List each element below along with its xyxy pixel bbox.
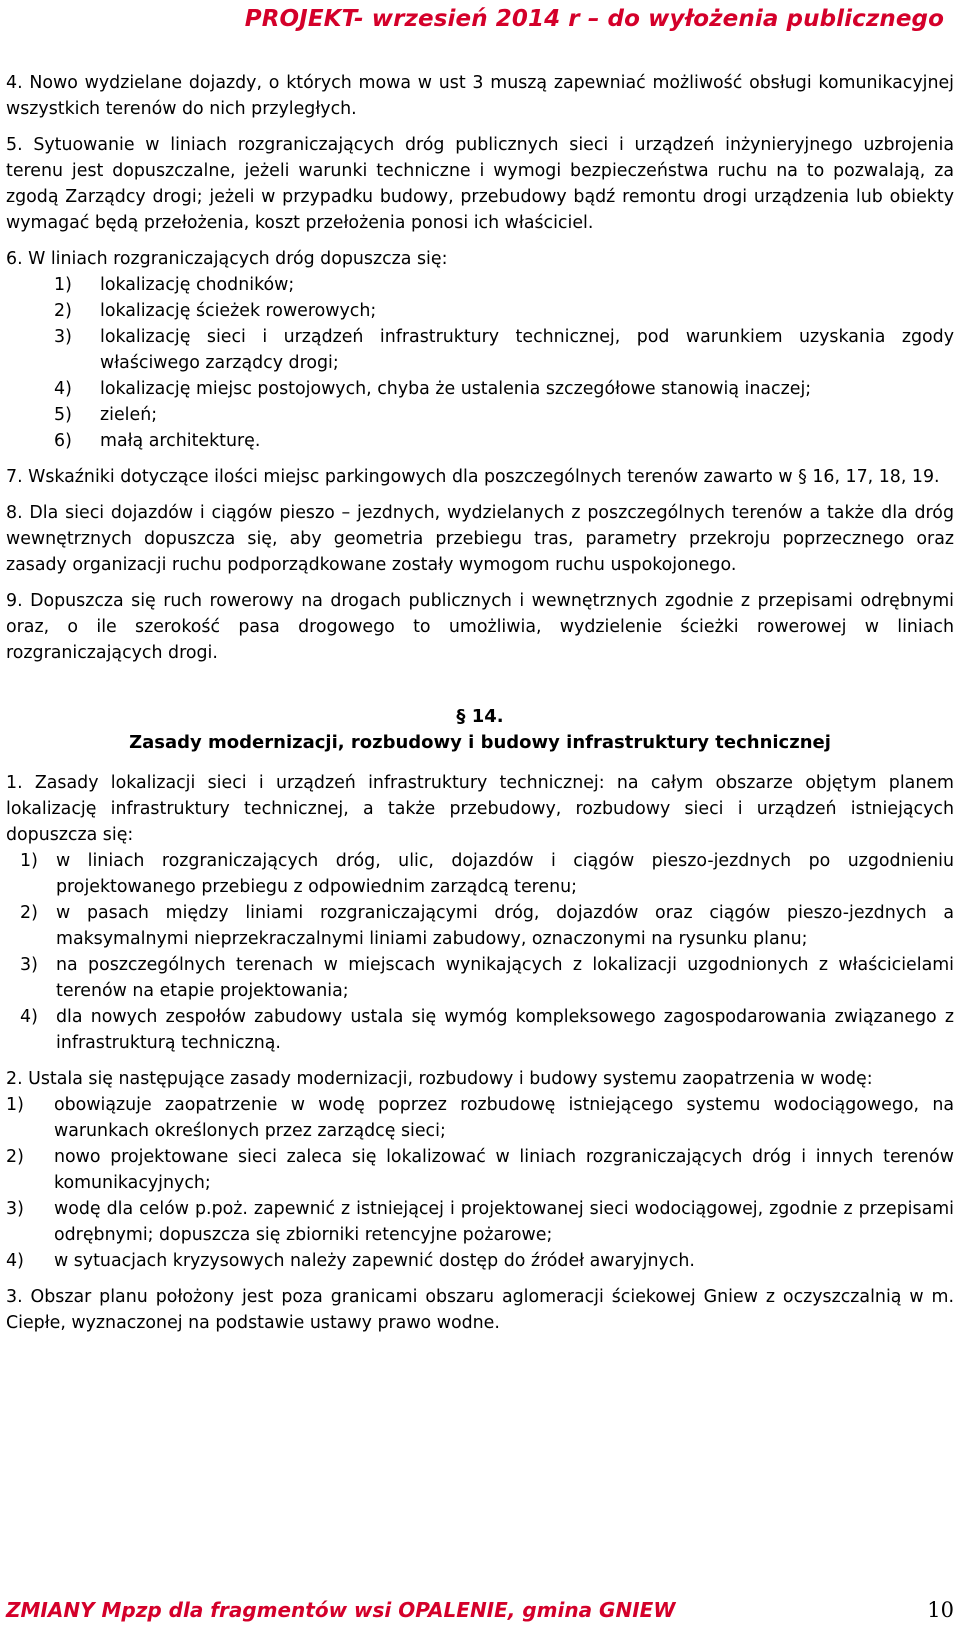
list-item-text: obowiązuje zaopatrzenie w wodę poprzez rozbudowę istniejącego systemu wodociągowego, na warunkach określonych przez zarządcę sieci; [54, 1095, 954, 1141]
list-item [6, 272, 954, 298]
list-item-number: 5) [54, 405, 72, 425]
list-item-text: na poszczególnych terenach w miejscach wynikających z lokalizacji uzgodnionych z właścicielami terenów na etapie projektowania; [56, 955, 954, 1001]
list-item [6, 952, 954, 1004]
list-item-text: lokalizację chodników; [100, 275, 295, 295]
page-footer [6, 1597, 954, 1623]
section-paragraph-2-intro: 2. Ustala się następujące zasady modernizacji, rozbudowy i budowy systemu zaopatrzenia w wodę: [6, 1069, 873, 1089]
page-header: PROJEKT- wrzesień 2014 r – do wyłożenia publicznego [244, 6, 944, 32]
list-item [6, 1196, 954, 1248]
list-item-text: w sytuacjach kryzysowych należy zapewnić dostęp do źródeł awaryjnych. [54, 1251, 695, 1271]
list-item-number: 4) [6, 1251, 24, 1271]
list-item [6, 298, 954, 324]
paragraph-8: 8. Dla sieci dojazdów i ciągów pieszo – jezdnych, wydzielanych z poszczególnych terenów a także dla dróg wewnętrznych dopuszcza się, aby geometria przebiegu tras, parametry przekroju poprzecznego oraz zasady organizacji ruchu podporządkowane zostały wymogom ruchu uspokojonego. [6, 503, 954, 575]
list-item [6, 900, 954, 952]
list-item [6, 324, 954, 376]
list-item-number: 3) [20, 955, 38, 975]
list-item-number: 4) [54, 379, 72, 399]
list-item [6, 402, 954, 428]
list-item-text: lokalizację sieci i urządzeń infrastruktury technicznej, pod warunkiem uzyskania zgody właściwego zarządcy drogi; [100, 327, 954, 373]
list-item-text: lokalizację ścieżek rowerowych; [100, 301, 377, 321]
paragraph-6 [6, 246, 954, 454]
list-item-text: nowo projektowane sieci zaleca się lokalizować w liniach rozgraniczających dróg i innych terenów komunikacyjnych; [54, 1147, 954, 1193]
section-paragraph-1-intro: 1. Zasady lokalizacji sieci i urządzeń infrastruktury technicznej: na całym obszarze objętym planem lokalizację infrastruktury technicznej, a także przebudowy, rozbudowy sieci i urządzeń istniejących dopuszcza się: [6, 773, 954, 845]
list-item-number: 2) [54, 301, 72, 321]
section-spacer [6, 676, 954, 704]
list-item-number: 3) [6, 1199, 24, 1219]
section-paragraph-1 [6, 770, 954, 1056]
page-content [6, 70, 954, 1346]
list-item-number: 1) [20, 851, 38, 871]
section-title: Zasady modernizacji, rozbudowy i budowy infrastruktury technicznej [129, 732, 831, 753]
list-item-text: zieleń; [100, 405, 158, 425]
list-item [6, 1248, 954, 1274]
list-item-number: 1) [54, 275, 72, 295]
paragraph-9: 9. Dopuszcza się ruch rowerowy na drogach publicznych i wewnętrznych zgodnie z przepisami odrębnymi oraz, o ile szerokość pasa drogowego to umożliwia, wydzielenie ścieżki rowerowej w liniach rozgraniczających drogi. [6, 591, 954, 663]
list-item [6, 1092, 954, 1144]
list-item-text: dla nowych zespołów zabudowy ustala się wymóg kompleksowego zagospodarowania związanego z infrastrukturą techniczną. [56, 1007, 954, 1053]
list-item [6, 1004, 954, 1056]
list-item-text: wodę dla celów p.poż. zapewnić z istniejącej i projektowanej sieci wodociągowej, zgodnie z przepisami odrębnymi; dopuszcza się zbiorniki retencyjne pożarowe; [54, 1199, 954, 1245]
footer-title: ZMIANY Mpzp dla fragmentów wsi OPALENIE, gmina GNIEW [6, 1598, 676, 1622]
list-item-text: małą architekturę. [100, 431, 261, 451]
list-item-number: 6) [54, 431, 72, 451]
paragraph-5: 5. Sytuowanie w liniach rozgraniczających dróg publicznych sieci i urządzeń inżynieryjnego uzbrojenia terenu jest dopuszczalne, jeżeli warunki techniczne i wymogi bezpieczeństwa ruchu na to pozwalają, za zgodą Zarządcy drogi; jeżeli w przypadku budowy, przebudowy bądź remontu drogi urządzenia lub obiekty wymagać będą przełożenia, koszt przełożenia ponosi ich właściciel. [6, 135, 954, 233]
paragraph-4: 4. Nowo wydzielane dojazdy, o których mowa w ust 3 muszą zapewniać możliwość obsługi komunikacyjnej wszystkich terenów do nich przyległych. [6, 73, 954, 119]
list-item-text: w pasach między liniami rozgraniczającymi dróg, dojazdów oraz ciągów pieszo-jezdnych a maksymalnymi nieprzekraczalnymi liniami zabudowy, oznaczonymi na rysunku planu; [56, 903, 954, 949]
section-number: § 14. [456, 706, 504, 727]
list-item-number: 1) [6, 1095, 24, 1115]
list-item [6, 1144, 954, 1196]
list-item [6, 848, 954, 900]
list-item-text: w liniach rozgraniczających dróg, ulic, dojazdów i ciągów pieszo-jezdnych po uzgodnieniu projektowanego przebiegu z odpowiednim zarządcą terenu; [56, 851, 954, 897]
list-item-number: 2) [6, 1147, 24, 1167]
section-paragraph-2 [6, 1066, 954, 1274]
section-paragraph-3: 3. Obszar planu położony jest poza granicami obszaru aglomeracji ściekowej Gniew z oczyszczalnią w m. Ciepłe, wyznaczonej na podstawie ustawy prawo wodne. [6, 1287, 954, 1333]
list-item-text: lokalizację miejsc postojowych, chyba że ustalenia szczegółowe stanowią inaczej; [100, 379, 812, 399]
paragraph-6-intro: 6. W liniach rozgraniczających dróg dopuszcza się: [6, 249, 448, 269]
list-item [6, 428, 954, 454]
list-item [6, 376, 954, 402]
list-item-number: 4) [20, 1007, 38, 1027]
page-number: 10 [927, 1598, 954, 1622]
list-item-number: 3) [54, 327, 72, 347]
paragraph-7: 7. Wskaźniki dotyczące ilości miejsc parkingowych dla poszczególnych terenów zawarto w § 16, 17, 18, 19. [6, 467, 940, 487]
list-item-number: 2) [20, 903, 38, 923]
